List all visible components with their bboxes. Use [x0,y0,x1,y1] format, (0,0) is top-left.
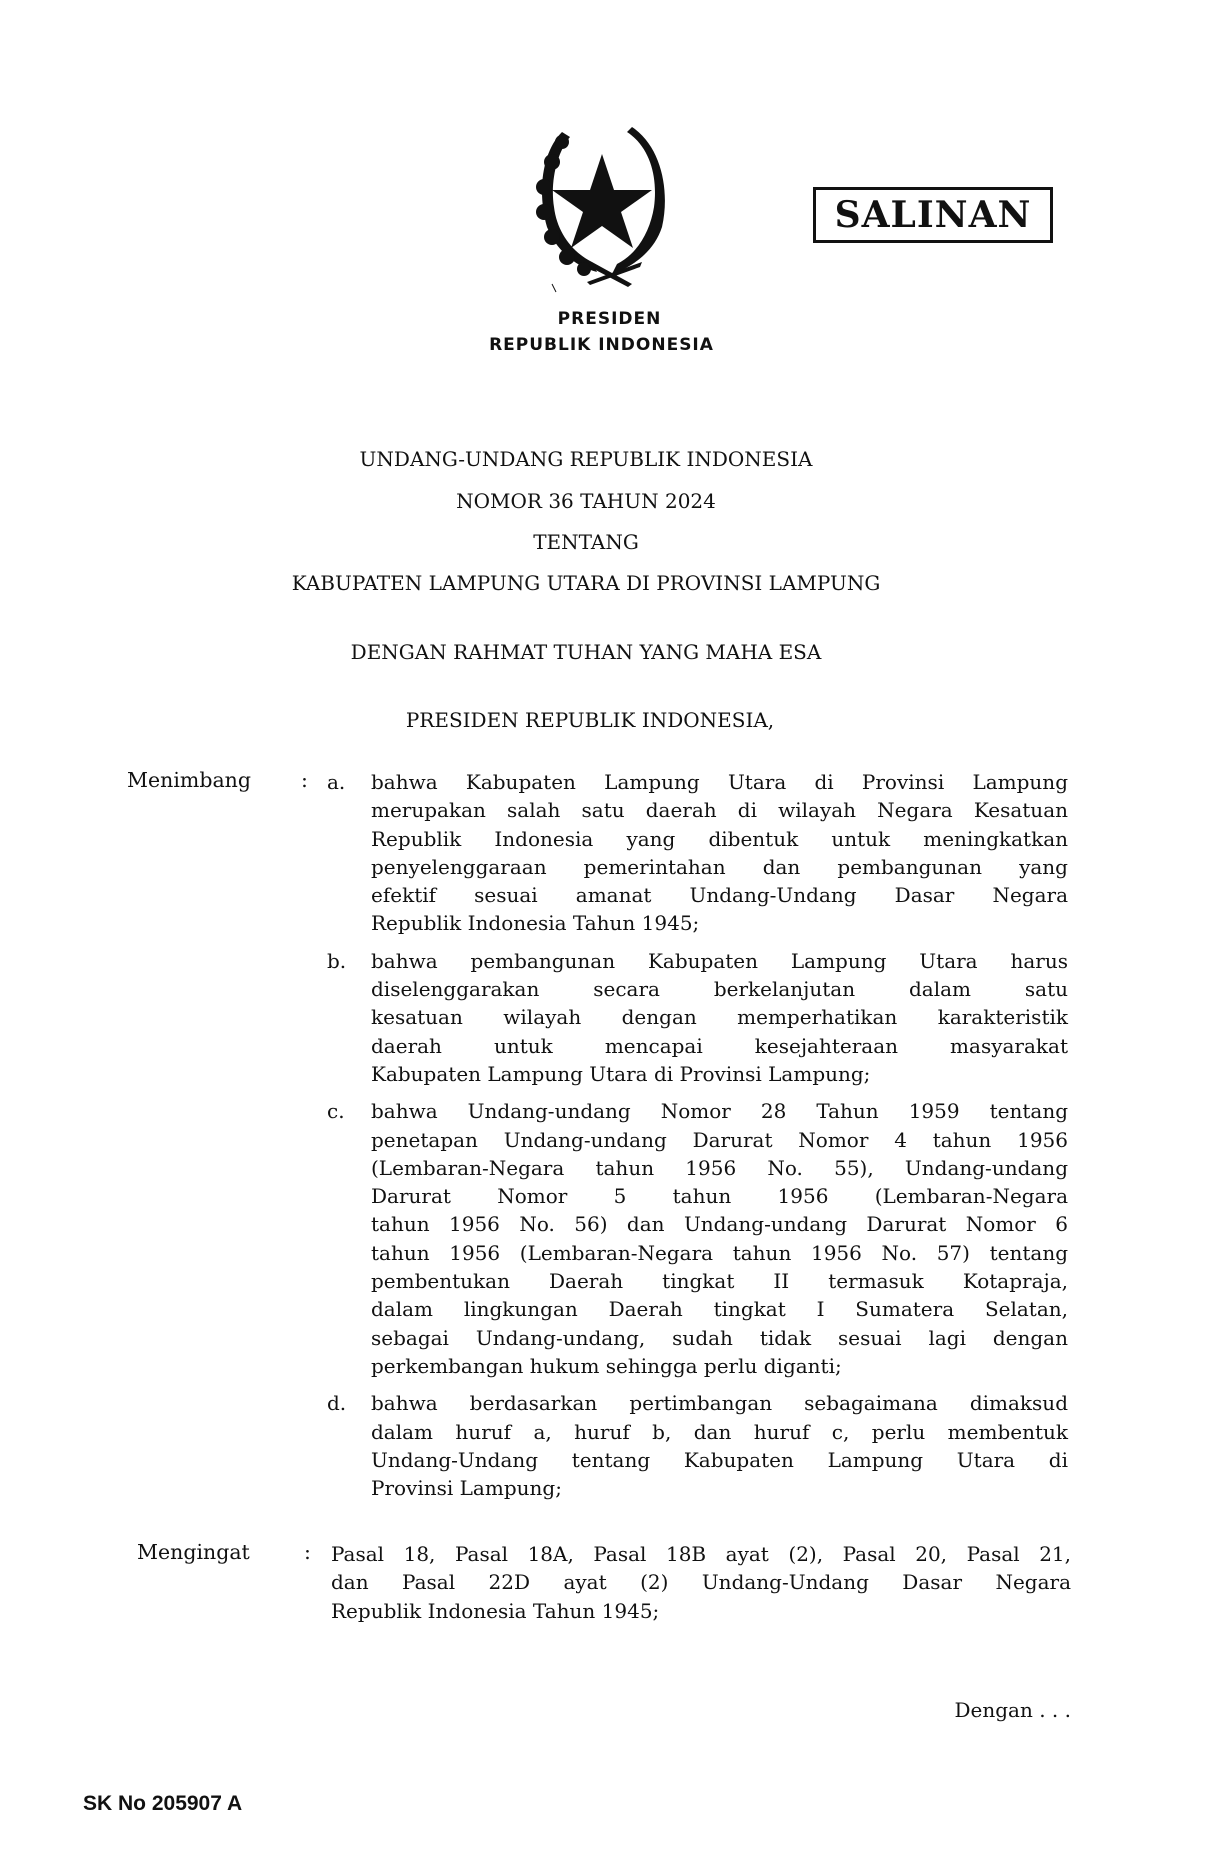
salinan-stamp: SALINAN [813,187,1053,243]
item-letter: c. [327,1099,345,1124]
text-line: bahwa berdasarkan pertimbangan sebagaimana dimaksud [371,1391,1068,1416]
text-line: pembentukan Daerah tingkat II termasuk Kotapraja, [371,1269,1068,1294]
text-line: penyelenggaraan pemerintahan dan pembangunan yang [371,854,1068,879]
header-republik-indonesia: REPUBLIK INDONESIA [489,335,714,355]
president-heading: PRESIDEN REPUBLIK INDONESIA, [405,708,775,732]
menimbang-item [327,947,1068,1088]
text-line: (Lembaran-Negara tahun 1956 No. 55), Undang-undang [371,1155,1068,1180]
text-line: Darurat Nomor 5 tahun 1956 (Lembaran-Negara [371,1184,1068,1209]
title-line-3: TENTANG [533,530,639,554]
text-line: kesatuan wilayah dengan memperhatikan karakteristik [371,1005,1068,1030]
title-line-2: NOMOR 36 TAHUN 2024 [456,489,716,513]
menimbang-list [327,768,1068,1511]
text-line: sebagai Undang-undang, sudah tidak sesuai lagi dengan [371,1325,1068,1350]
item-letter: b. [327,948,347,973]
text-line: Republik Indonesia yang dibentuk untuk meningkatkan [371,826,1068,851]
text-line: tahun 1956 (Lembaran-Negara tahun 1956 No. 57) tentang [371,1240,1068,1265]
garuda-emblem [522,112,682,297]
menimbang-item [327,1389,1068,1502]
menimbang-item [327,768,1068,938]
header-presiden: PRESIDEN [557,309,662,329]
menimbang-item [327,1097,1068,1380]
text-line: dan Pasal 22D ayat (2) Undang-Undang Dasar Negara [331,1570,1071,1595]
text-line: bahwa Undang-undang Nomor 28 Tahun 1959 tentang [371,1099,1068,1124]
text-line: Republik Indonesia Tahun 1945; [331,1598,660,1623]
text-line: diselenggarakan secara berkelanjutan dalam satu [371,977,1068,1002]
preamble: DENGAN RAHMAT TUHAN YANG MAHA ESA [350,640,822,664]
text-line: efektif sesuai amanat Undang-Undang Dasar Negara [371,883,1068,908]
text-line: Undang-Undang tentang Kabupaten Lampung Utara di [371,1447,1068,1472]
text-line: perkembangan hukum sehingga perlu diganti; [371,1353,842,1378]
item-letter: d. [327,1391,347,1416]
mengingat-text [331,1540,1071,1625]
text-line: Provinsi Lampung; [371,1476,562,1501]
text-line: bahwa Kabupaten Lampung Utara di Provinsi Lampung [371,770,1068,794]
title-line-4: KABUPATEN LAMPUNG UTARA DI PROVINSI LAMPUNG [291,571,881,595]
text-line: daerah untuk mencapai kesejahteraan masyarakat [371,1033,1068,1058]
title-line-1: UNDANG-UNDANG REPUBLIK INDONESIA [359,447,813,471]
text-line: Kabupaten Lampung Utara di Provinsi Lampung; [371,1061,871,1086]
text-line: tahun 1956 No. 56) dan Undang-undang Darurat Nomor 6 [371,1212,1068,1237]
menimbang-label: Menimbang [127,768,251,792]
text-line: dalam lingkungan Daerah tingkat I Sumatera Selatan, [371,1297,1068,1322]
mengingat-colon: : [304,1540,311,1564]
text-line: penetapan Undang-undang Darurat Nomor 4 tahun 1956 [371,1127,1068,1152]
item-letter: a. [327,770,346,794]
menimbang-colon: : [301,768,308,792]
text-line: Republik Indonesia Tahun 1945; [371,911,700,936]
text-line: bahwa pembangunan Kabupaten Lampung Utara harus [371,948,1068,973]
mengingat-label: Mengingat [137,1540,250,1564]
text-line: merupakan salah satu daerah di wilayah Negara Kesatuan [371,798,1068,823]
text-line: Pasal 18, Pasal 18A, Pasal 18B ayat (2), Pasal 20, Pasal 21, [331,1542,1071,1566]
footer-code: SK No 205907 A [83,1792,243,1815]
continuation-text: Dengan . . . [954,1698,1071,1722]
text-line: dalam huruf a, huruf b, dan huruf c, perlu membentuk [371,1419,1068,1444]
